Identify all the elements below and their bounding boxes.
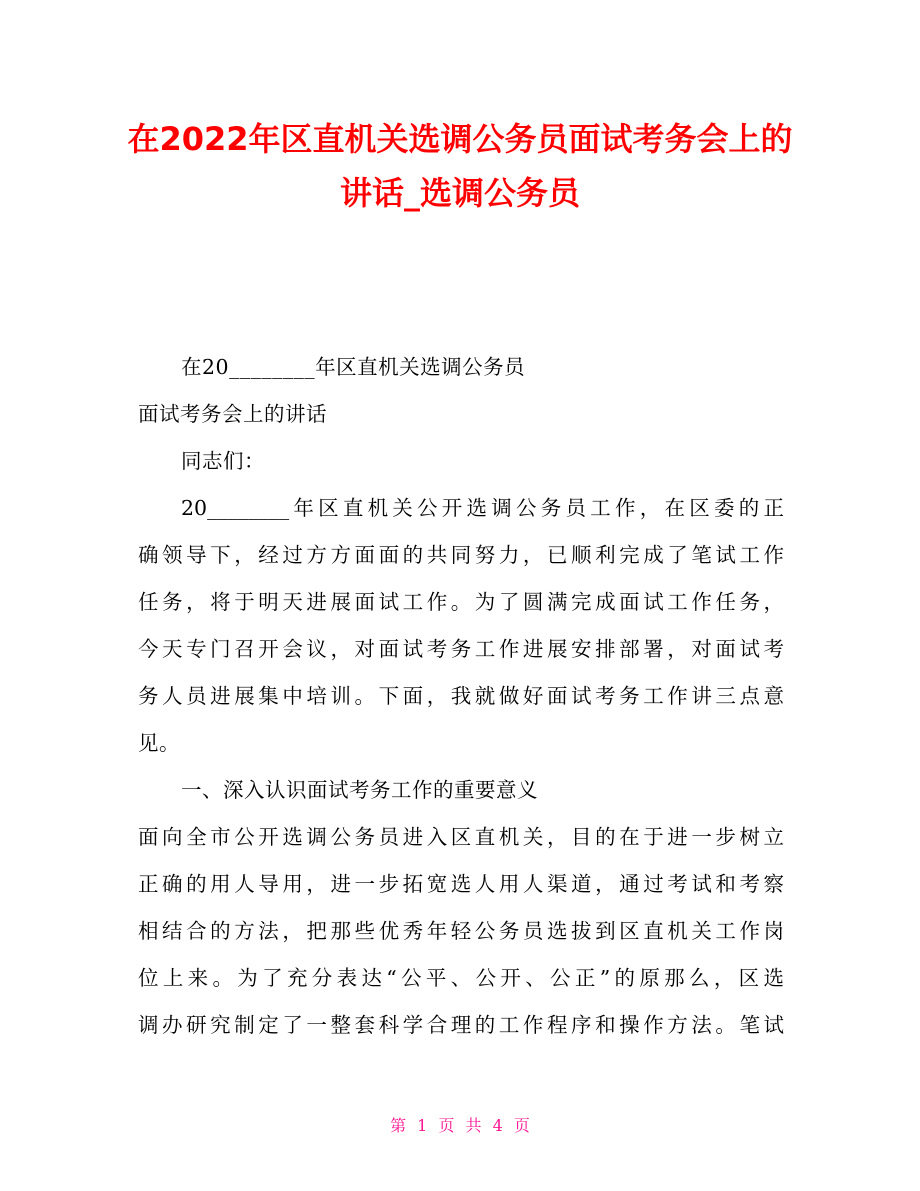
body-line: 20________年区直机关公开选调公务员工作，在区委的正 xyxy=(181,496,784,520)
body-line: 见。 xyxy=(138,731,180,755)
body-line: 务人员进展集中培训。下面，我就做好面试考务工作讲三点意 xyxy=(138,684,784,708)
body-line: 位上来。为了充分表达“公平、公开、公正”的原那么，区选 xyxy=(138,966,784,990)
body-line: 今天专门召开会议，对面试考务工作进展安排部署，对面试考 xyxy=(138,637,784,661)
section-heading: 一、深入认识面试考务工作的重要意义 xyxy=(181,778,538,802)
body-line: 调办研究制定了一整套科学合理的工作程序和操作方法。笔试 xyxy=(138,1013,784,1037)
title-line-1: 在2022年区直机关选调公务员面试考务会上的 xyxy=(127,120,793,158)
body-line: 任务，将于明天进展面试工作。为了圆满完成面试工作任务， xyxy=(138,590,784,614)
body-line: 确领导下，经过方方面面的共同努力，已顺利完成了笔试工作 xyxy=(138,543,784,567)
title-line-2: 讲话_选调公务员 xyxy=(339,174,580,212)
body-line: 正确的用人导用，进一步拓宽选人用人渠道，通过考试和考察 xyxy=(138,872,784,896)
document-title xyxy=(0,112,920,220)
salutation: 同志们： xyxy=(181,449,265,473)
body-line: 面试考务会上的讲话 xyxy=(138,402,327,426)
document-body xyxy=(138,344,784,1049)
page-number: 第 1 页 共 4 页 xyxy=(390,1116,530,1135)
body-line: 相结合的方法，把那些优秀年轻公务员选拔到区直机关工作岗 xyxy=(138,919,784,943)
body-line: 在20________年区直机关选调公务员 xyxy=(181,355,526,379)
body-line: 面向全市公开选调公务员进入区直机关，目的在于进一步树立 xyxy=(138,825,784,849)
